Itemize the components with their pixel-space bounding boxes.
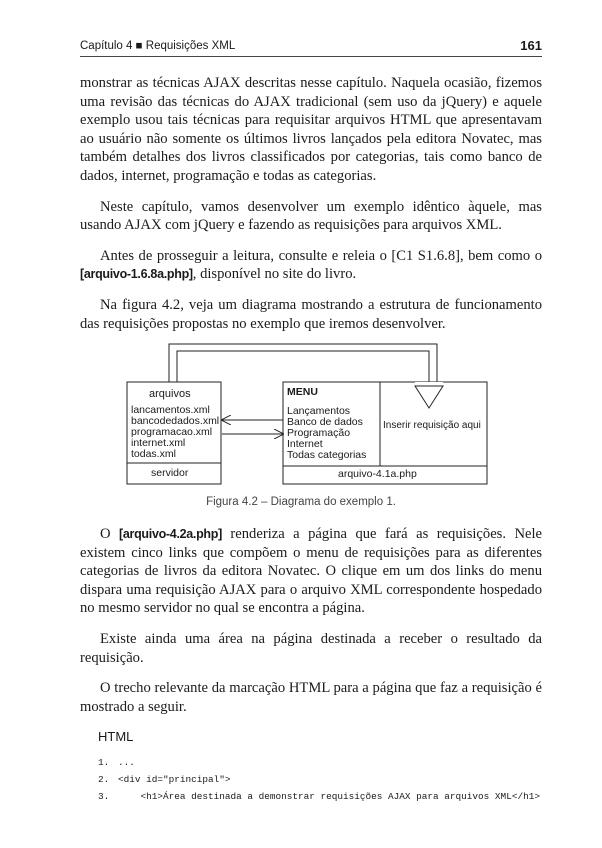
- menu-item: Lançamentos: [287, 405, 351, 417]
- file-item: lancamentos.xml: [131, 404, 210, 416]
- menu-item: Todas categorias: [287, 449, 367, 461]
- file-reference-2: [arquivo-4.2a.php]: [119, 527, 222, 541]
- figure-caption: Figura 4.2 – Diagrama do exemplo 1.: [206, 496, 396, 508]
- file-item: programacao.xml: [131, 426, 213, 438]
- body-text-bottom: [80, 525, 542, 728]
- code-text: ...: [118, 757, 135, 768]
- file-item: internet.xml: [131, 437, 186, 449]
- paragraph-6: Existe ainda uma área na página destinada a receber o resultado da requisição.: [80, 630, 542, 666]
- server-label: servidor: [151, 467, 189, 479]
- paragraph-5-text-a: O: [100, 526, 111, 542]
- code-language-label: HTML: [98, 729, 134, 744]
- chapter-title: Capítulo 4 ■ Requisições XML: [80, 40, 236, 52]
- line-number: 1.: [98, 757, 110, 768]
- file-item: todas.xml: [131, 448, 176, 460]
- menu-item: Programação: [287, 427, 351, 439]
- code-line: [98, 788, 540, 805]
- menu-item: Internet: [287, 438, 323, 450]
- menu-item: Banco de dados: [287, 416, 363, 428]
- header-rule: [80, 56, 542, 57]
- server-box-title: arquivos: [149, 388, 191, 400]
- paragraph-3: [80, 247, 542, 284]
- paragraph-7: O trecho relevante da marcação HTML para a página que faz a requisição é mostrado a seguir.: [80, 680, 542, 715]
- menu-title: MENU: [287, 386, 318, 398]
- code-text: <h1>Área destinada a demonstrar requisições AJAX para arquivos XML</h1>: [118, 791, 540, 802]
- page-header: [80, 38, 542, 56]
- page-file-label: arquivo-4.1a.php: [338, 468, 417, 480]
- code-line: [98, 754, 540, 771]
- paragraph-4: Na figura 4.2, veja um diagrama mostrando a estrutura de funcionamento das requisições propostas no exemplo que iremos desenvolver.: [80, 296, 542, 332]
- paragraph-2: Neste capítulo, vamos desenvolver um exemplo idêntico àquele, mas usando AJAX com jQuery e fazendo as requisições para arquivos XML.: [80, 198, 542, 234]
- code-block: [98, 754, 540, 805]
- file-reference-1: [arquivo-1.6.8a.php]: [80, 267, 193, 282]
- loop-arrow: [169, 344, 437, 382]
- diagram-figure: [125, 338, 489, 488]
- paragraph-3-text-b: , disponível no site do livro.: [192, 266, 357, 283]
- page-number: 161: [520, 38, 542, 53]
- code-text: <div id="principal">: [118, 774, 231, 785]
- paragraph-3-text-a: Antes de prosseguir a leitura, consulte e releia o [C1 S1.6.8], bem como o: [100, 247, 542, 264]
- loop-arrow-inner: [177, 351, 429, 386]
- paragraph-5: [80, 525, 542, 618]
- body-text-top: [80, 74, 542, 345]
- code-line: [98, 771, 540, 788]
- file-item: bancodedados.xml: [131, 415, 220, 427]
- paragraph-1: monstrar as técnicas AJAX descritas nesse capítulo. Naquela ocasião, fizemos uma revisão das técnicas do AJAX tradicional (sem uso da jQuery) e aquele exemplo usou tais técnicas para requisitar arquivos HTML que apresentavam ao usuário não somente os últimos livros lançados pela editora Novatec, mas também detalhes dos livros classificados por categorias, tais como banco de dados, internet, programação e todas as categorias.: [80, 75, 542, 184]
- line-number: 2.: [98, 774, 110, 785]
- result-area-label: Inserir requisição aqui: [383, 420, 481, 431]
- paragraph-5-text-b: renderiza a página que fará as requisições. Nele existem cinco links que compõem o menu de requisições para as diferentes categorias de livros da editora Novatec. O clique em um dos links do menu dispara uma requisição AJAX para o arquivo XML correspondente hospedado no mesmo servidor no qual se encontra a página.: [80, 526, 543, 617]
- line-number: 3.: [98, 791, 110, 802]
